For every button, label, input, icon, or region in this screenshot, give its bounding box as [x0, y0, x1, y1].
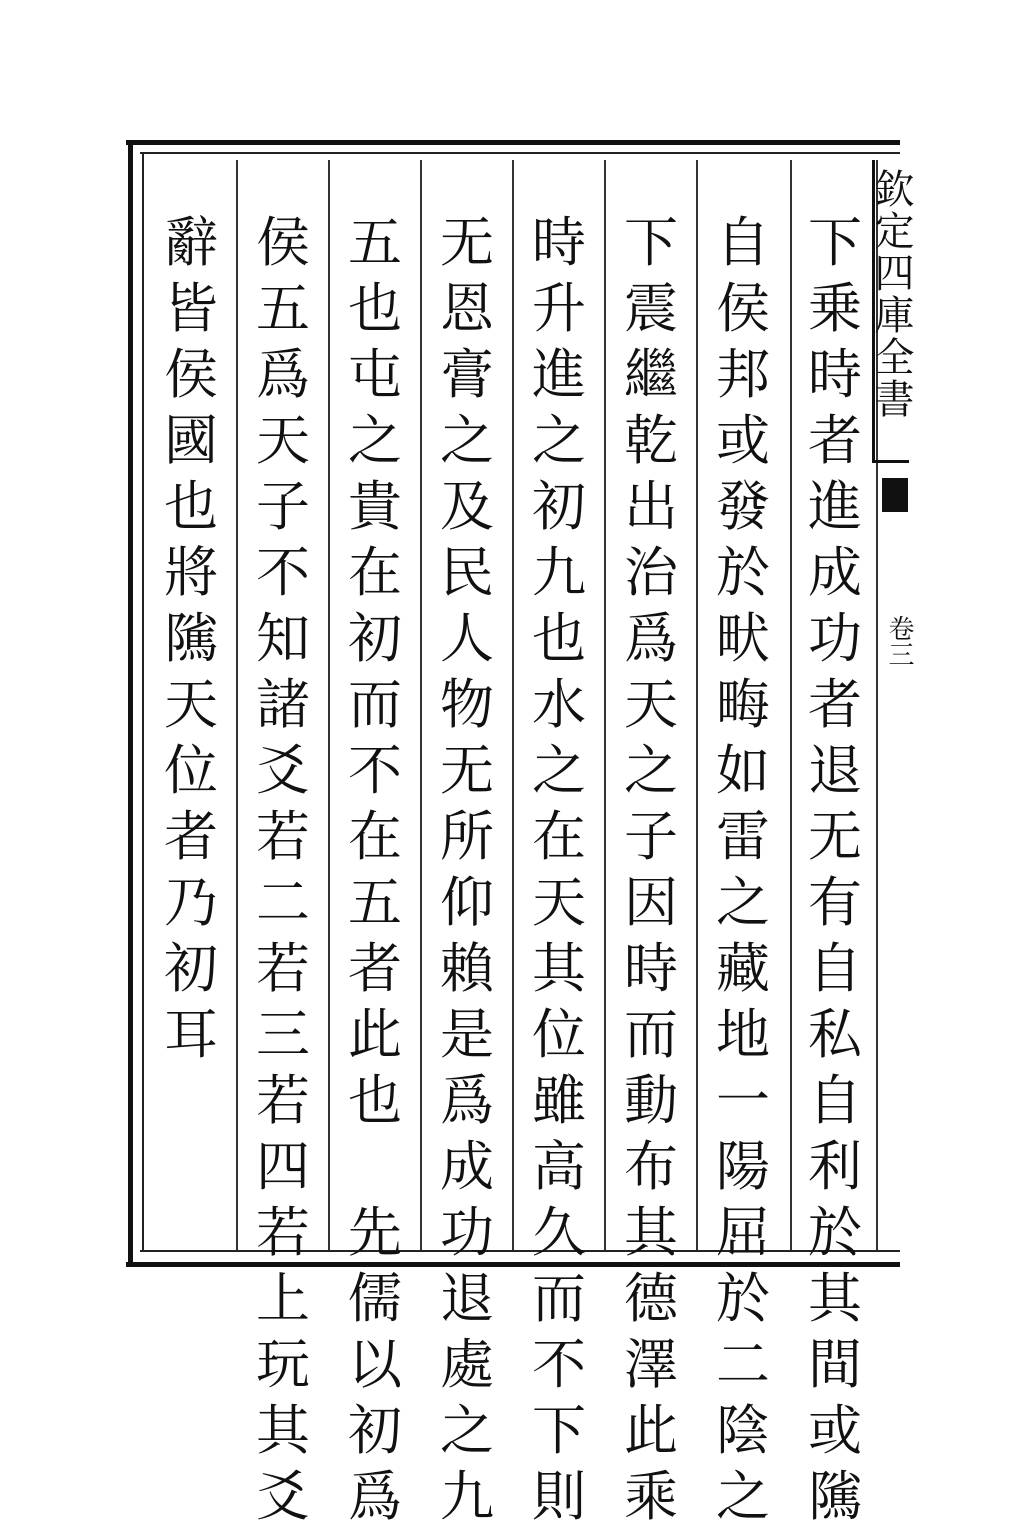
- character: 无: [808, 805, 862, 868]
- character: 因: [624, 871, 678, 934]
- character: 下: [532, 1399, 586, 1462]
- character: 之: [716, 871, 770, 934]
- character: 不: [532, 1333, 586, 1396]
- character: 時: [808, 343, 862, 406]
- frame-left-border: [128, 140, 133, 1267]
- character: 四: [256, 1135, 310, 1198]
- character: 國: [164, 409, 218, 472]
- character: 乘: [624, 1465, 678, 1528]
- character: 皆: [164, 277, 218, 340]
- character: 屯: [348, 343, 402, 406]
- character: 水: [532, 673, 586, 736]
- character: 天: [164, 673, 218, 736]
- character: 九: [532, 541, 586, 604]
- column-rule: [328, 160, 330, 1250]
- character: 之: [440, 1399, 494, 1462]
- text-column: [700, 210, 786, 1530]
- character: 位: [532, 1003, 586, 1066]
- character: 升: [532, 277, 586, 340]
- character: 知: [256, 607, 310, 670]
- character: 之: [348, 409, 402, 472]
- margin-volume-label: 卷三: [884, 615, 914, 667]
- character: 若: [256, 1069, 310, 1132]
- character: 陰: [716, 1399, 770, 1462]
- character: 乗: [808, 277, 862, 340]
- character: 隲: [164, 607, 218, 670]
- character: 雷: [716, 805, 770, 868]
- character: 侯: [716, 277, 770, 340]
- character: 膏: [440, 343, 494, 406]
- character: 於: [716, 1267, 770, 1330]
- character: 若: [256, 1201, 310, 1264]
- character: 或: [716, 409, 770, 472]
- character: 私: [808, 1003, 862, 1066]
- character: 有: [808, 871, 862, 934]
- character: 也: [348, 1069, 402, 1132]
- character: 雖: [532, 1069, 586, 1132]
- character: 其: [624, 1201, 678, 1264]
- character: 此: [624, 1399, 678, 1462]
- character: 下: [624, 211, 678, 274]
- character: 以: [348, 1333, 402, 1396]
- text-column: [240, 210, 326, 1530]
- character: 治: [624, 541, 678, 604]
- character: 而: [624, 1003, 678, 1066]
- character: 於: [716, 541, 770, 604]
- character: 一: [716, 1069, 770, 1132]
- character: 不: [256, 541, 310, 604]
- fishtail-mark: [882, 478, 908, 512]
- character: 時: [624, 937, 678, 1000]
- character: 成: [808, 541, 862, 604]
- character: 天: [256, 409, 310, 472]
- character: 人: [440, 607, 494, 670]
- character: 之: [716, 1465, 770, 1528]
- character: 无: [440, 739, 494, 802]
- frame-left-inner-border: [142, 152, 144, 1252]
- character: 也: [532, 607, 586, 670]
- character: 初: [348, 607, 402, 670]
- character: 三: [256, 1003, 310, 1066]
- character: 子: [624, 805, 678, 868]
- text-column: [608, 210, 694, 1530]
- character: 之: [624, 739, 678, 802]
- character: 其: [256, 1399, 310, 1462]
- character: 久: [532, 1201, 586, 1264]
- character: 自: [808, 937, 862, 1000]
- character: 辭: [164, 211, 218, 274]
- character: 進: [532, 343, 586, 406]
- frame-top-inner-border: [140, 152, 900, 154]
- character: 邦: [716, 343, 770, 406]
- character: 及: [440, 475, 494, 538]
- character: 初: [532, 475, 586, 538]
- character: 子: [256, 475, 310, 538]
- character: 諸: [256, 673, 310, 736]
- character: 无: [440, 211, 494, 274]
- character: 畎: [716, 607, 770, 670]
- character: 處: [440, 1333, 494, 1396]
- character: 天: [532, 871, 586, 934]
- character: 二: [256, 871, 310, 934]
- character: 恩: [440, 277, 494, 340]
- character: 退: [440, 1267, 494, 1330]
- character: 高: [532, 1135, 586, 1198]
- character: 其: [532, 937, 586, 1000]
- character: 爲: [348, 1465, 402, 1528]
- character: 不: [348, 739, 402, 802]
- column-rule: [604, 160, 606, 1250]
- text-column: [516, 210, 602, 1530]
- character: 也: [348, 277, 402, 340]
- character: 儒: [348, 1267, 402, 1330]
- character: 者: [348, 937, 402, 1000]
- character: 爲: [440, 1069, 494, 1132]
- character: 二: [716, 1333, 770, 1396]
- character: 之: [532, 409, 586, 472]
- character: 下: [808, 211, 862, 274]
- character: 爲: [624, 607, 678, 670]
- character: 藏: [716, 937, 770, 1000]
- character: 位: [164, 739, 218, 802]
- character: [366, 1134, 383, 1200]
- character: 退: [808, 739, 862, 802]
- character: 布: [624, 1135, 678, 1198]
- character: 也: [164, 475, 218, 538]
- character: 自: [808, 1069, 862, 1132]
- character: 之: [532, 739, 586, 802]
- character: 將: [164, 541, 218, 604]
- character: 地: [716, 1003, 770, 1066]
- column-rule: [236, 160, 238, 1250]
- character: 是: [440, 1003, 494, 1066]
- character: 時: [532, 211, 586, 274]
- character: 者: [808, 409, 862, 472]
- text-column: [148, 210, 234, 1068]
- character: 所: [440, 805, 494, 868]
- character: 爻: [256, 1465, 310, 1528]
- character: 五: [348, 211, 402, 274]
- character: 或: [808, 1399, 862, 1462]
- character: 賴: [440, 937, 494, 1000]
- character: 初: [164, 937, 218, 1000]
- character: 在: [532, 805, 586, 868]
- character: 貴: [348, 475, 402, 538]
- character: 隲: [808, 1465, 862, 1528]
- character: 九: [440, 1465, 494, 1528]
- character: 侯: [256, 211, 310, 274]
- text-column: [332, 210, 418, 1530]
- character: 利: [808, 1135, 862, 1198]
- character: 動: [624, 1069, 678, 1132]
- character: 物: [440, 673, 494, 736]
- character: 震: [624, 277, 678, 340]
- character: 者: [808, 673, 862, 736]
- character: 在: [348, 541, 402, 604]
- character: 初: [348, 1399, 402, 1462]
- character: 間: [808, 1333, 862, 1396]
- character: 出: [624, 475, 678, 538]
- character: 天: [624, 673, 678, 736]
- character: 繼: [624, 343, 678, 406]
- character: 者: [164, 805, 218, 868]
- character: 功: [440, 1201, 494, 1264]
- character: 其: [808, 1267, 862, 1330]
- column-rule: [420, 160, 422, 1250]
- character: 如: [716, 739, 770, 802]
- character: 而: [532, 1267, 586, 1330]
- column-rule: [512, 160, 514, 1250]
- character: 之: [440, 409, 494, 472]
- character: 爻: [256, 739, 310, 802]
- character: 乃: [164, 871, 218, 934]
- character: 五: [256, 277, 310, 340]
- margin-book-title: 欽定四庫全書: [868, 168, 914, 420]
- character: 耳: [164, 1003, 218, 1066]
- character: 若: [256, 805, 310, 868]
- character: 爲: [256, 343, 310, 406]
- character: 發: [716, 475, 770, 538]
- character: 屈: [716, 1201, 770, 1264]
- character: 先: [348, 1201, 402, 1264]
- character: 而: [348, 673, 402, 736]
- character: 畮: [716, 673, 770, 736]
- character: 陽: [716, 1135, 770, 1198]
- character: 於: [808, 1201, 862, 1264]
- character: 此: [348, 1003, 402, 1066]
- character: 在: [348, 805, 402, 868]
- character: 若: [256, 937, 310, 1000]
- character: 德: [624, 1267, 678, 1330]
- character: 則: [532, 1465, 586, 1528]
- column-rule: [696, 160, 698, 1250]
- text-column: [792, 210, 878, 1530]
- frame-top-border: [126, 140, 900, 145]
- character: 五: [348, 871, 402, 934]
- character: 仰: [440, 871, 494, 934]
- character: 成: [440, 1135, 494, 1198]
- character: 進: [808, 475, 862, 538]
- character: 侯: [164, 343, 218, 406]
- character: 乾: [624, 409, 678, 472]
- character: 自: [716, 211, 770, 274]
- character: 民: [440, 541, 494, 604]
- character: 玩: [256, 1333, 310, 1396]
- character: 上: [256, 1267, 310, 1330]
- character: 功: [808, 607, 862, 670]
- character: 澤: [624, 1333, 678, 1396]
- text-column: [424, 210, 510, 1530]
